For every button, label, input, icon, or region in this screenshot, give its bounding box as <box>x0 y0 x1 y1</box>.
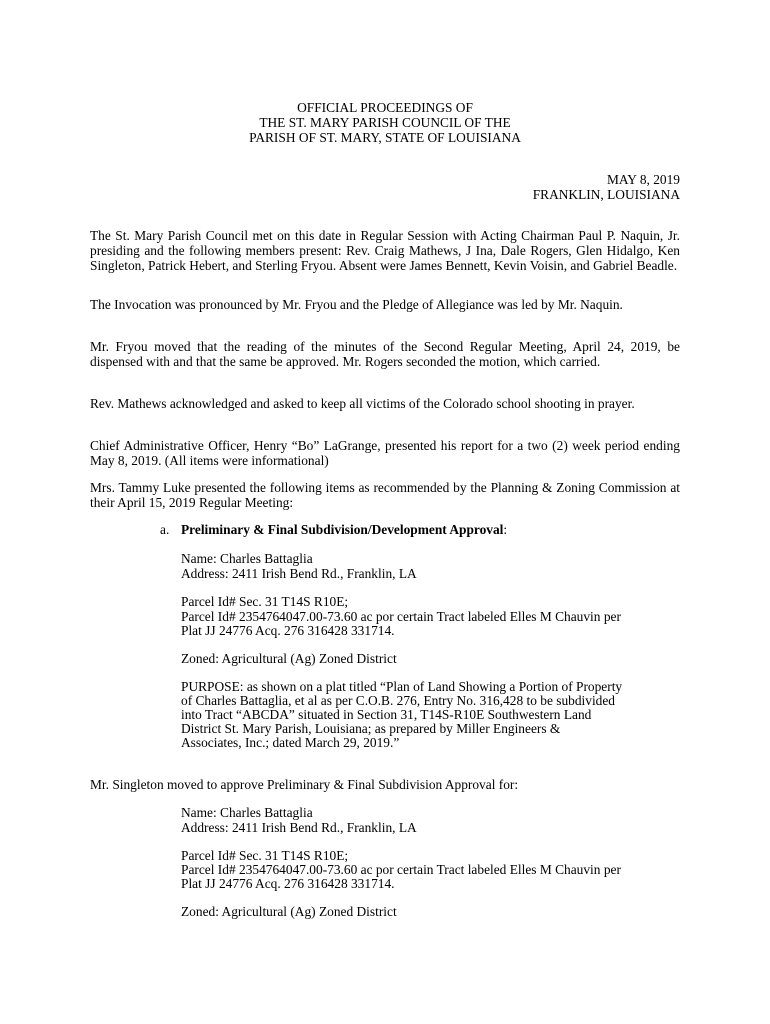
item-a-heading-text: Preliminary & Final Subdivision/Development Approval <box>181 522 504 537</box>
paragraph-text: The St. Mary Parish Council met on this date in Regular Session with Acting Chairman Paul P. Naquin, Jr. presiding and the following members present: Rev. Craig Mathews, J Ina, Dale Rogers, Glen Hidalgo, Ken Singleton, Patrick Hebert, and Sterling Fryou. Absent were James Bennett, Kevin Voisin, and Gabriel Beadle. <box>90 228 680 273</box>
paragraph-text: Mrs. Tammy Luke presented the following items as recommended by the Planning & Zoning Commission at their April 15, 2019 Regular Meeting: <box>90 480 680 510</box>
item-a-name: Name: Charles Battaglia <box>181 551 313 566</box>
meeting-date-block <box>533 172 680 202</box>
paragraph-text: Chief Administrative Officer, Henry “Bo” LaGrange, presented his report for a two (2) week period ending May 8, 2019. (All items were informational) <box>90 438 680 468</box>
item-a-parcel-2-line-1: Parcel Id# 2354764047.00-73.60 ac por certain Tract labeled Elles M Chauvin per <box>181 609 621 624</box>
paragraph-attendance <box>90 228 680 273</box>
document-header <box>0 100 770 145</box>
item-a-address: Address: 2411 Irish Bend Rd., Franklin, LA <box>181 566 417 581</box>
motion-parcel-2-line-1: Parcel Id# 2354764047.00-73.60 ac por certain Tract labeled Elles M Chauvin per <box>181 862 621 877</box>
item-a-heading-suffix: : <box>503 522 508 537</box>
paragraph-planning-zoning <box>90 480 680 510</box>
item-a-marker: a. <box>160 522 170 537</box>
paragraph-cao-report <box>90 438 680 468</box>
item-a-heading <box>181 522 681 537</box>
paragraph-invocation <box>90 297 680 312</box>
item-a-parcel-1: Parcel Id# Sec. 31 T14S R10E; <box>181 594 349 609</box>
item-a-purpose-line-5: Associates, Inc.; dated March 29, 2019.” <box>181 735 400 750</box>
item-a-purpose-line-3: into Tract “ABCDA” situated in Section 31, T14S-R10E Southwestern Land <box>181 707 592 722</box>
header-line-3: PARISH OF ST. MARY, STATE OF LOUISIANA <box>249 130 521 145</box>
paragraph-text: Rev. Mathews acknowledged and asked to keep all victims of the Colorado school shooting in prayer. <box>90 396 635 411</box>
item-a-zoned: Zoned: Agricultural (Ag) Zoned District <box>181 651 397 666</box>
paragraph-minutes <box>90 339 680 369</box>
motion-parcel-2-line-2: Plat JJ 24776 Acq. 276 316428 331714. <box>181 876 395 891</box>
item-a-purpose-line-2: of Charles Battaglia, et al as per C.O.B. 276, Entry No. 316,428 to be subdivided <box>181 693 616 708</box>
paragraph-text: The Invocation was pronounced by Mr. Fryou and the Pledge of Allegiance was led by Mr. Naquin. <box>90 297 623 312</box>
item-a-parcel-2-line-2: Plat JJ 24776 Acq. 276 316428 331714. <box>181 623 395 638</box>
motion-name: Name: Charles Battaglia <box>181 805 313 820</box>
motion-address: Address: 2411 Irish Bend Rd., Franklin, LA <box>181 820 417 835</box>
motion-parcel-1: Parcel Id# Sec. 31 T14S R10E; <box>181 848 349 863</box>
meeting-date: MAY 8, 2019 <box>606 172 680 187</box>
motion-zoned: Zoned: Agricultural (Ag) Zoned District <box>181 904 397 919</box>
header-line-2: THE ST. MARY PARISH COUNCIL OF THE <box>259 115 511 130</box>
paragraph-text: Mr. Fryou moved that the reading of the minutes of the Second Regular Meeting, April 24, 2019, be dispensed with and that the same be approved. Mr. Rogers seconded the motion, which carried. <box>90 339 680 369</box>
meeting-location: FRANKLIN, LOUISIANA <box>532 187 680 202</box>
paragraph-prayer <box>90 396 680 411</box>
item-a-purpose-line-1: PURPOSE: as shown on a plat titled “Plan of Land Showing a Portion of Property <box>181 679 623 694</box>
item-a-purpose-line-4: District St. Mary Parish, Louisiana; as prepared by Miller Engineers & <box>181 721 561 736</box>
header-line-1: OFFICIAL PROCEEDINGS OF <box>297 100 473 115</box>
motion-text: Mr. Singleton moved to approve Preliminary & Final Subdivision Approval for: <box>90 777 519 792</box>
